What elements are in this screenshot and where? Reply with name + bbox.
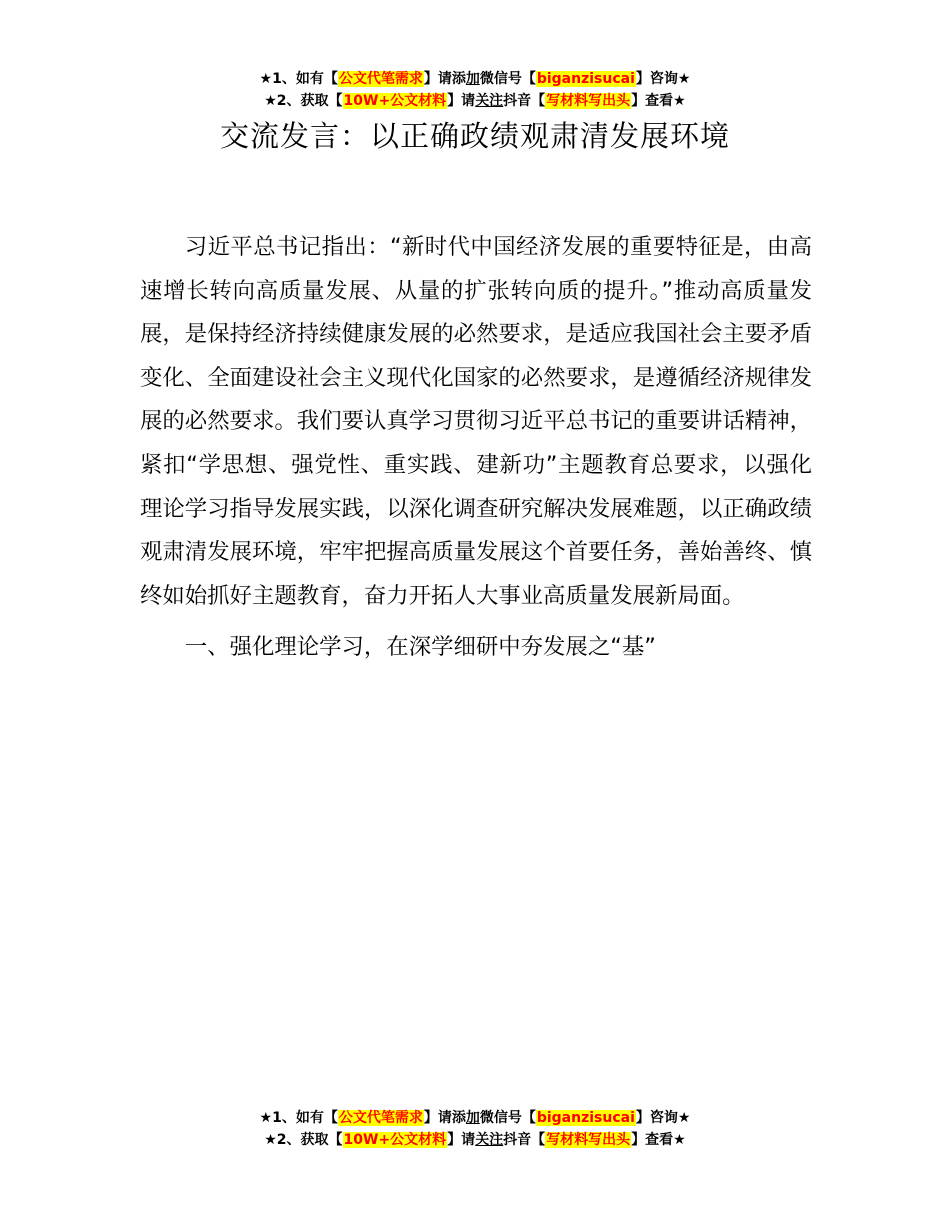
promo-text: ★2、获取【 xyxy=(264,93,343,109)
wechat-id-highlight: biganzisucai xyxy=(536,1110,635,1126)
promo-text: 抖音【 xyxy=(503,93,546,109)
promo-text: 微信号【 xyxy=(479,1110,536,1126)
promo-emphasis: 加 xyxy=(465,1110,480,1126)
promo-line-2 xyxy=(0,90,950,112)
douyin-id-highlight: 写材料写出头 xyxy=(546,93,631,109)
promo-text: 】查看★ xyxy=(631,93,686,109)
promo-highlight: 公文代笔需求 xyxy=(338,71,423,87)
section-heading: 一、强化理论学习，在深学细研中夯发展之“基” xyxy=(184,634,656,661)
body-paragraph: 习近平总书记指出：“新时代中国经济发展的重要特征是，由高速增长转向高质量发展、从量的扩张转向质的提升。”推动高质量发展，是保持经济持续健康发展的必然要求，是适应我国社会主要矛盾变化、全面建设社会主义现代化国家的必然要求，是遵循经济规律发展的必然要求。我们要认真学习贯彻习近平总书记的重要讲话精神，紧扣“学思想、强党性、重实践、建新功”主题教育总要求，以强化理论学习指导发展实践，以深化调查研究解决发展难题，以正确政绩观肃清发展环境，牢牢把握高质量发展这个首要任务，善始善终、慎终如始抓好主题教育，奋力开拓人大事业高质量发展新局面。 xyxy=(140,234,812,609)
document-body xyxy=(140,226,812,670)
promo-emphasis: 关注 xyxy=(475,93,504,109)
promo-text: 】查看★ xyxy=(631,1132,686,1148)
document-title: 交流发言：以正确政绩观肃清发展环境 xyxy=(219,119,730,153)
promo-emphasis: 关注 xyxy=(475,1132,504,1148)
promo-text: ★2、获取【 xyxy=(264,1132,343,1148)
promo-banner-top xyxy=(0,68,950,112)
promo-text: ★1、如有【 xyxy=(259,1110,338,1126)
promo-banner-bottom xyxy=(0,1107,950,1151)
promo-text: 】请添 xyxy=(423,71,466,87)
promo-line-1 xyxy=(0,1107,950,1129)
promo-text: ★1、如有【 xyxy=(259,71,338,87)
promo-text: 微信号【 xyxy=(479,71,536,87)
promo-text: 】请 xyxy=(447,1132,476,1148)
promo-highlight: 公文代笔需求 xyxy=(338,1110,423,1126)
promo-text: 抖音【 xyxy=(503,1132,546,1148)
promo-highlight: 10W+公文材料 xyxy=(343,93,447,109)
promo-line-1 xyxy=(0,68,950,90)
promo-text: 】请 xyxy=(447,93,476,109)
promo-text: 】请添 xyxy=(423,1110,466,1126)
promo-text: 】咨询★ xyxy=(635,71,691,87)
douyin-id-highlight: 写材料写出头 xyxy=(546,1132,631,1148)
promo-emphasis: 加 xyxy=(465,71,480,87)
promo-highlight: 10W+公文材料 xyxy=(343,1132,447,1148)
wechat-id-highlight: biganzisucai xyxy=(536,71,635,87)
promo-text: 】咨询★ xyxy=(635,1110,691,1126)
promo-line-2 xyxy=(0,1129,950,1151)
